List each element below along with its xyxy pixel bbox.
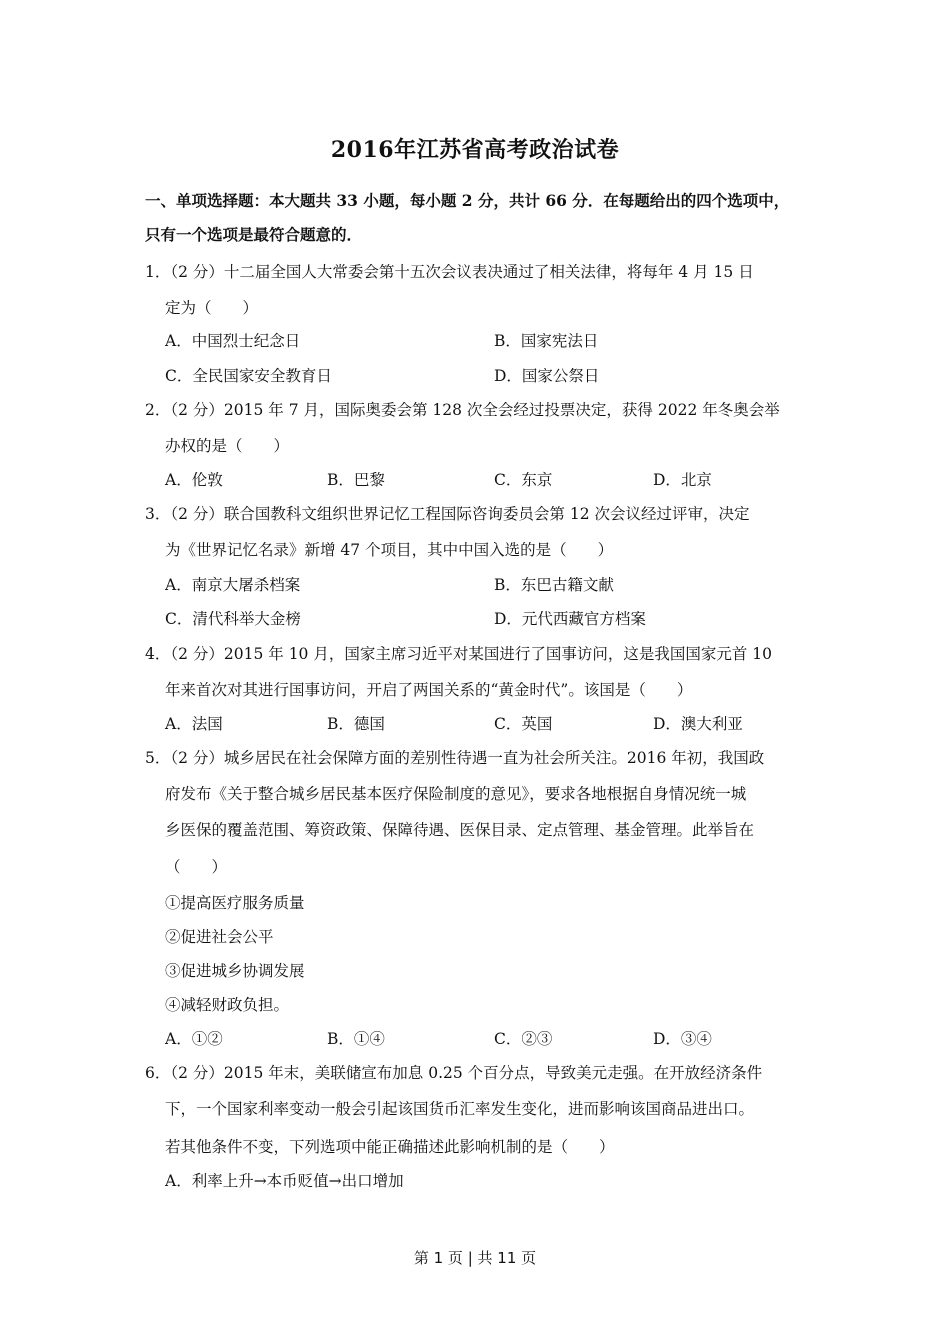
q5-item-3: ③促进城乡协调发展 [165, 962, 305, 980]
q5-option-b: B．①④ [327, 1030, 385, 1048]
q3-option-d: D．元代西藏官方档案 [494, 610, 646, 628]
q1-option-b: B．国家宪法日 [494, 332, 599, 350]
q3-option-b: B．东巴古籍文献 [494, 576, 614, 594]
q5-item-1: ①提高医疗服务质量 [165, 894, 305, 912]
q4-option-d: D．澳大利亚 [653, 715, 743, 733]
q5-option-c: C．②③ [494, 1030, 553, 1048]
q2-option-b: B．巴黎 [327, 471, 385, 489]
q3-option-c: C．清代科举大金榜 [165, 610, 301, 628]
q6-line-2: 下，一个国家利率变动一般会引起该国货币汇率发生变化，进而影响该国商品进出口。 [165, 1100, 755, 1118]
q5-option-a: A．①② [165, 1030, 223, 1048]
q4-line-1: 4．（2 分）2015 年 10 月，国家主席习近平对某国进行了国事访问，这是我国国家元首 10 [145, 645, 773, 663]
section-heading-line-1: 一、单项选择题：本大题共 33 小题，每小题 2 分，共计 66 分．在每题给出的四个选项中， [145, 191, 790, 210]
section-heading [145, 184, 825, 252]
q1-option-d: D．国家公祭日 [494, 367, 600, 385]
q6-option-a: A．利率上升→本币贬值→出口增加 [165, 1172, 404, 1190]
q2-option-d: D．北京 [653, 471, 712, 489]
q6-line-3: 若其他条件不变，下列选项中能正确描述此影响机制的是（ ） [165, 1138, 615, 1156]
q3-line-2: 为《世界记忆名录》新增 47 个项目，其中中国入选的是（ ） [165, 541, 614, 559]
q5-line-1: 5．（2 分）城乡居民在社会保障方面的差别性待遇一直为社会所关注。2016 年初，我国政 [145, 749, 765, 767]
q5-line-4: （ ） [165, 858, 228, 876]
page-footer: 第 1 页 | 共 11 页 [413, 1249, 537, 1267]
q2-line-2: 办权的是（ ） [165, 437, 290, 455]
q2-option-a: A．伦敦 [165, 471, 223, 489]
q4-line-2: 年来首次对其进行国事访问，开启了两国关系的“黄金时代”。该国是（ ） [165, 681, 693, 699]
page-title: 2016年江苏省高考政治试卷 [330, 137, 620, 163]
section-heading-line-2: 只有一个选项是最符合题意的． [145, 225, 363, 244]
q1-option-c: C．全民国家安全教育日 [165, 367, 332, 385]
q5-line-3: 乡医保的覆盖范围、筹资政策、保障待遇、医保目录、定点管理、基金管理。此举旨在 [165, 821, 755, 839]
q4-option-b: B．德国 [327, 715, 385, 733]
q2-line-1: 2．（2 分）2015 年 7 月，国际奥委会第 128 次全会经过投票决定，获得 2022 年冬奥会举 [145, 401, 780, 419]
q1-line-1: 1．（2 分）十二届全国人大常委会第十五次会议表决通过了相关法律，将每年 4 月 15 日 [145, 263, 754, 281]
q5-item-2: ②促进社会公平 [165, 928, 274, 946]
q3-option-a: A．南京大屠杀档案 [165, 576, 301, 594]
q4-option-a: A．法国 [165, 715, 223, 733]
q5-option-d: D．③④ [653, 1030, 712, 1048]
q4-option-c: C．英国 [494, 715, 553, 733]
q1-option-a: A．中国烈士纪念日 [165, 332, 301, 350]
q6-line-1: 6．（2 分）2015 年末，美联储宣布加息 0.25 个百分点，导致美元走强。在开放经济条件 [145, 1064, 763, 1082]
q3-line-1: 3．（2 分）联合国教科文组织世界记忆工程国际咨询委员会第 12 次会议经过评审，决定 [145, 505, 750, 523]
q5-line-2: 府发布《关于整合城乡居民基本医疗保险制度的意见》，要求各地根据自身情况统一城 [165, 785, 747, 803]
q1-line-2: 定为（ ） [165, 299, 259, 317]
q2-option-c: C．东京 [494, 471, 553, 489]
q5-item-4: ④减轻财政负担。 [165, 996, 290, 1014]
